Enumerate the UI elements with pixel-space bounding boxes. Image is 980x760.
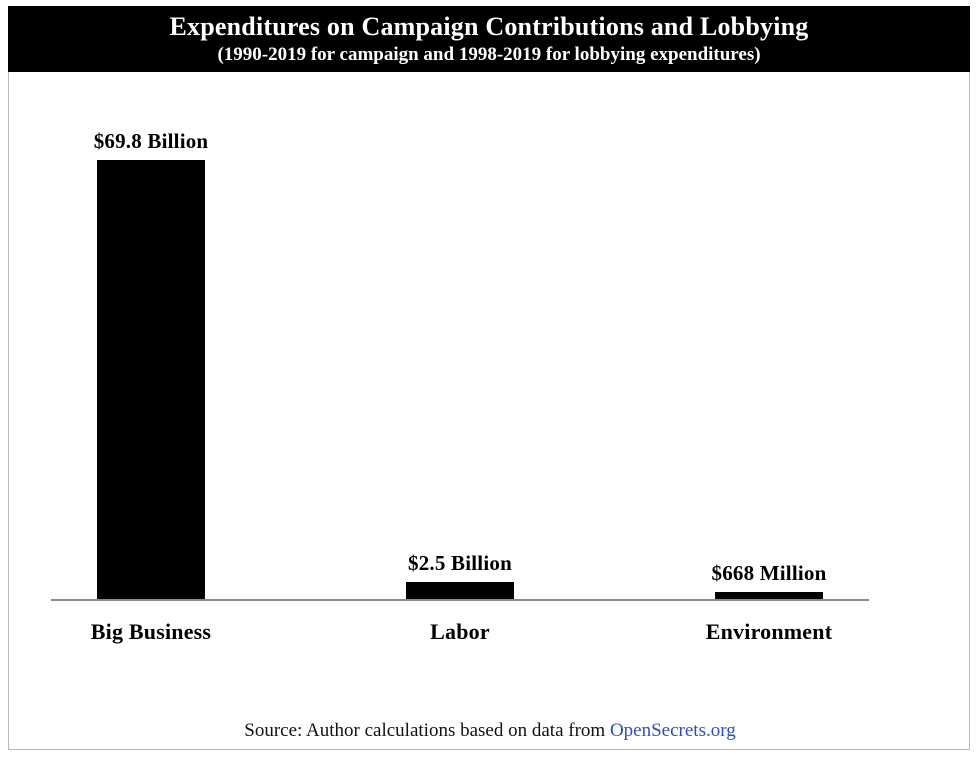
bar-value-label: $668 Million <box>711 561 827 585</box>
bar-big-business <box>97 160 205 600</box>
bar-value-label: $2.5 Billion <box>408 551 512 575</box>
source-note <box>0 720 980 742</box>
x-axis-line <box>51 599 869 601</box>
plot-area <box>9 73 969 673</box>
bar-column-environment <box>669 83 869 600</box>
chart-subtitle: (1990-2019 for campaign and 1998-2019 for lobbying expenditures) <box>217 44 761 66</box>
bar-group <box>51 83 869 600</box>
bar-value-label: $69.8 Billion <box>93 129 209 153</box>
chart-title-band <box>8 6 970 72</box>
x-axis-tick-labels <box>51 619 869 645</box>
bar-column-big-business <box>51 83 251 600</box>
x-tick-label-environment: Environment <box>705 619 833 644</box>
bar-column-labor <box>360 83 560 600</box>
source-note-text: Source: Author calculations based on data from <box>244 720 610 741</box>
chart-title: Expenditures on Campaign Contributions and Lobbying <box>169 11 809 41</box>
x-tick-label-labor: Labor <box>430 619 490 644</box>
source-link[interactable]: OpenSecrets.org <box>609 720 736 741</box>
x-tick-label-big-business: Big Business <box>90 619 212 644</box>
bar-labor <box>406 582 514 600</box>
